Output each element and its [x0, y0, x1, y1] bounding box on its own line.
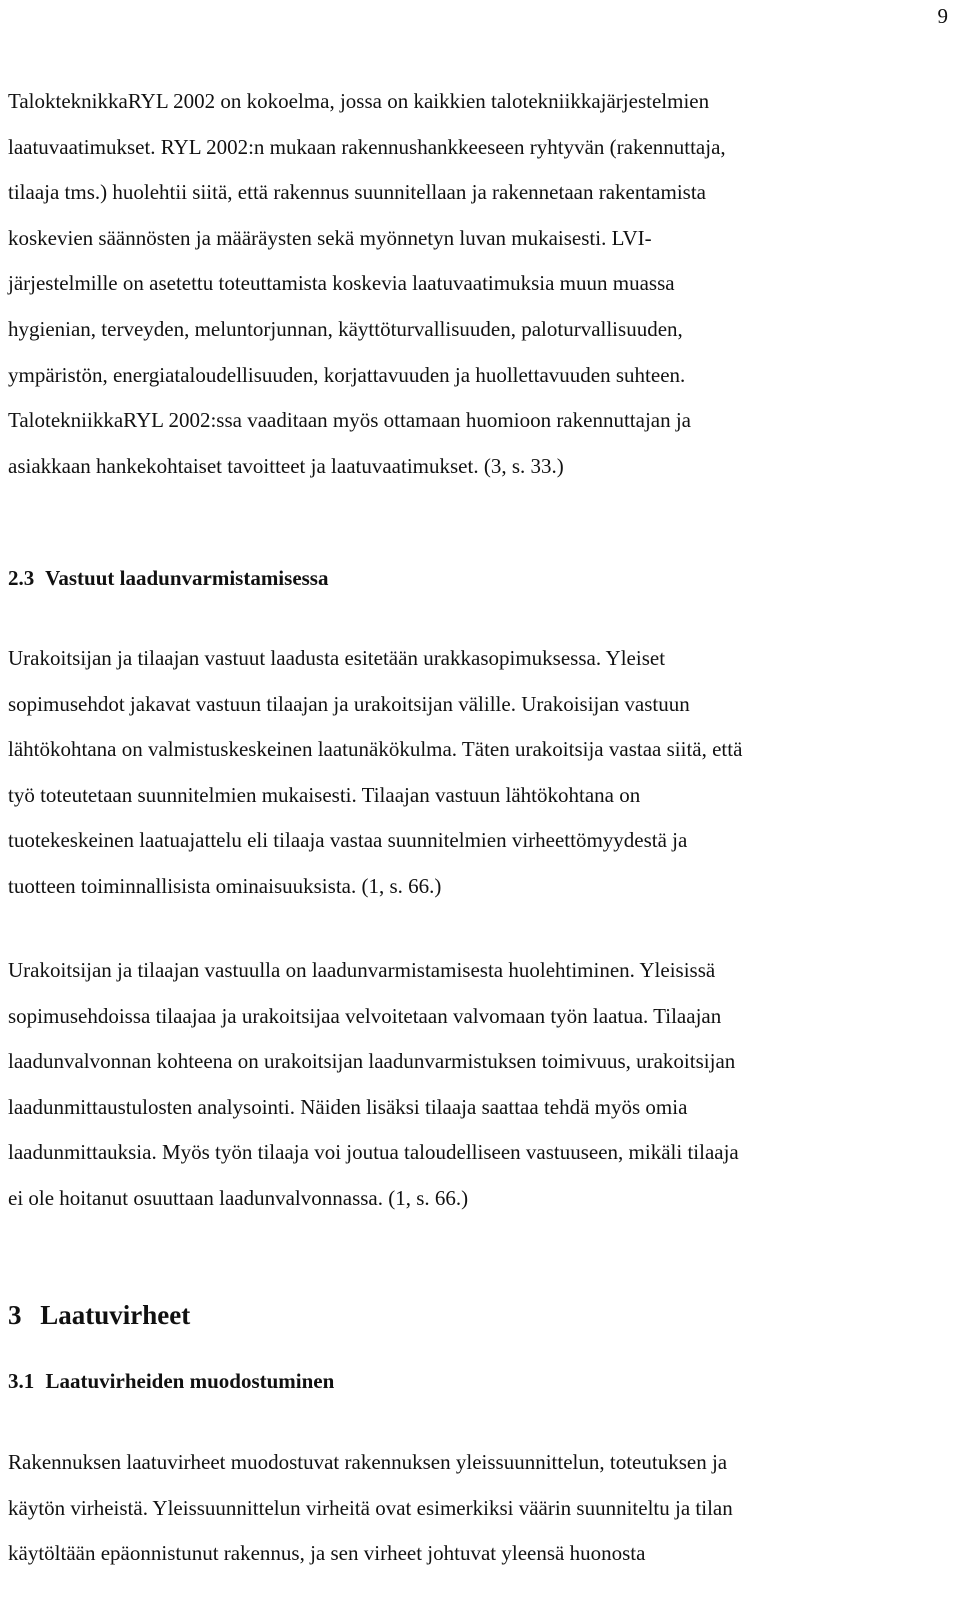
paragraph-ryl-intro	[8, 79, 943, 489]
text-line: käytön virheistä. Yleissuunnittelun virheitä ovat esimerkiksi väärin suunniteltu ja tilan	[8, 1495, 733, 1520]
text-line: työ toteutetaan suunnitelmien mukaisesti. Tilaajan vastuun lähtökohtana on	[8, 782, 641, 807]
text-line: järjestelmille on asetettu toteuttamista koskevia laatuvaatimuksia muun muassa	[8, 271, 675, 296]
chapter-heading-3	[8, 1298, 190, 1332]
chapter-number: 3	[8, 1300, 22, 1330]
text-line: tuotteen toiminnallisista ominaisuuksista. (1, s. 66.)	[8, 873, 442, 898]
section-title: Vastuut laadunvarmistamisessa	[45, 566, 329, 590]
section-heading-3-1	[8, 1367, 334, 1395]
text-line: laadunmittauksia. Myös työn tilaaja voi joutua taloudelliseen vastuuseen, mikäli tilaaja	[8, 1140, 739, 1165]
text-line: lähtökohtana on valmistuskeskeinen laatunäkökulma. Täten urakoitsija vastaa siitä, että	[8, 737, 743, 762]
chapter-title: Laatuvirheet	[40, 1300, 191, 1330]
paragraph-quality-control	[8, 948, 943, 1222]
text-line: koskevien säännösten ja määräysten sekä myönnetyn luvan mukaisesti. LVI-	[8, 225, 652, 250]
text-line: Rakennuksen laatuvirheet muodostuvat rakennuksen yleissuunnittelun, toteutuksen ja	[8, 1450, 728, 1474]
paragraph-responsibilities	[8, 636, 943, 910]
section-heading-2-3	[8, 564, 328, 592]
text-line: Urakoitsijan ja tilaajan vastuut laadusta esitetään urakkasopimuksessa. Yleiset	[8, 646, 666, 670]
text-line: asiakkaan hankekohtaiset tavoitteet ja laatuvaatimukset. (3, s. 33.)	[8, 453, 564, 478]
section-title: Laatuvirheiden muodostuminen	[45, 1369, 335, 1393]
text-line: ei ole hoitanut osuuttaan laadunvalvonnassa. (1, s. 66.)	[8, 1185, 469, 1210]
section-number: 3.1	[8, 1369, 35, 1393]
text-line: ympäristön, energiataloudellisuuden, korjattavuuden ja huollettavuuden suhteen.	[8, 362, 686, 387]
text-line: tilaaja tms.) huolehtii siitä, että rakennus suunnitellaan ja rakennetaan rakentamista	[8, 180, 707, 205]
page-number: 9	[937, 4, 948, 28]
text-line: TalokteknikkaRYL 2002 on kokoelma, jossa on kaikkien talotekniikkajärjestelmien	[8, 89, 710, 113]
paragraph-quality-defects	[8, 1440, 943, 1577]
text-line: laadunmittaustulosten analysointi. Näiden lisäksi tilaaja saattaa tehdä myös omia	[8, 1094, 688, 1119]
text-line: TalotekniikkaRYL 2002:ssa vaaditaan myös ottamaan huomioon rakennuttajan ja	[8, 408, 692, 433]
section-number: 2.3	[8, 566, 35, 590]
text-line: sopimusehdot jakavat vastuun tilaajan ja urakoitsijan välille. Urakoisijan vastuun	[8, 691, 690, 716]
text-line: käytöltään epäonnistunut rakennus, ja sen virheet johtuvat yleensä huonosta	[8, 1541, 646, 1566]
text-line: Urakoitsijan ja tilaajan vastuulla on laadunvarmistamisesta huolehtiminen. Yleisissä	[8, 958, 716, 982]
text-line: laatuvaatimukset. RYL 2002:n mukaan rakennushankkeeseen ryhtyvän (rakennuttaja,	[8, 134, 726, 159]
text-line: tuotekeskeinen laatuajattelu eli tilaaja vastaa suunnitelmien virheettömyydestä ja	[8, 828, 688, 853]
text-line: hygienian, terveyden, meluntorjunnan, käyttöturvallisuuden, paloturvallisuuden,	[8, 316, 683, 341]
text-line: laadunvalvonnan kohteena on urakoitsijan laadunvarmistuksen toimivuus, urakoitsijan	[8, 1049, 736, 1074]
text-line: sopimusehdoissa tilaajaa ja urakoitsijaa velvoitetaan valvomaan työn laatua. Tilaajan	[8, 1003, 722, 1028]
